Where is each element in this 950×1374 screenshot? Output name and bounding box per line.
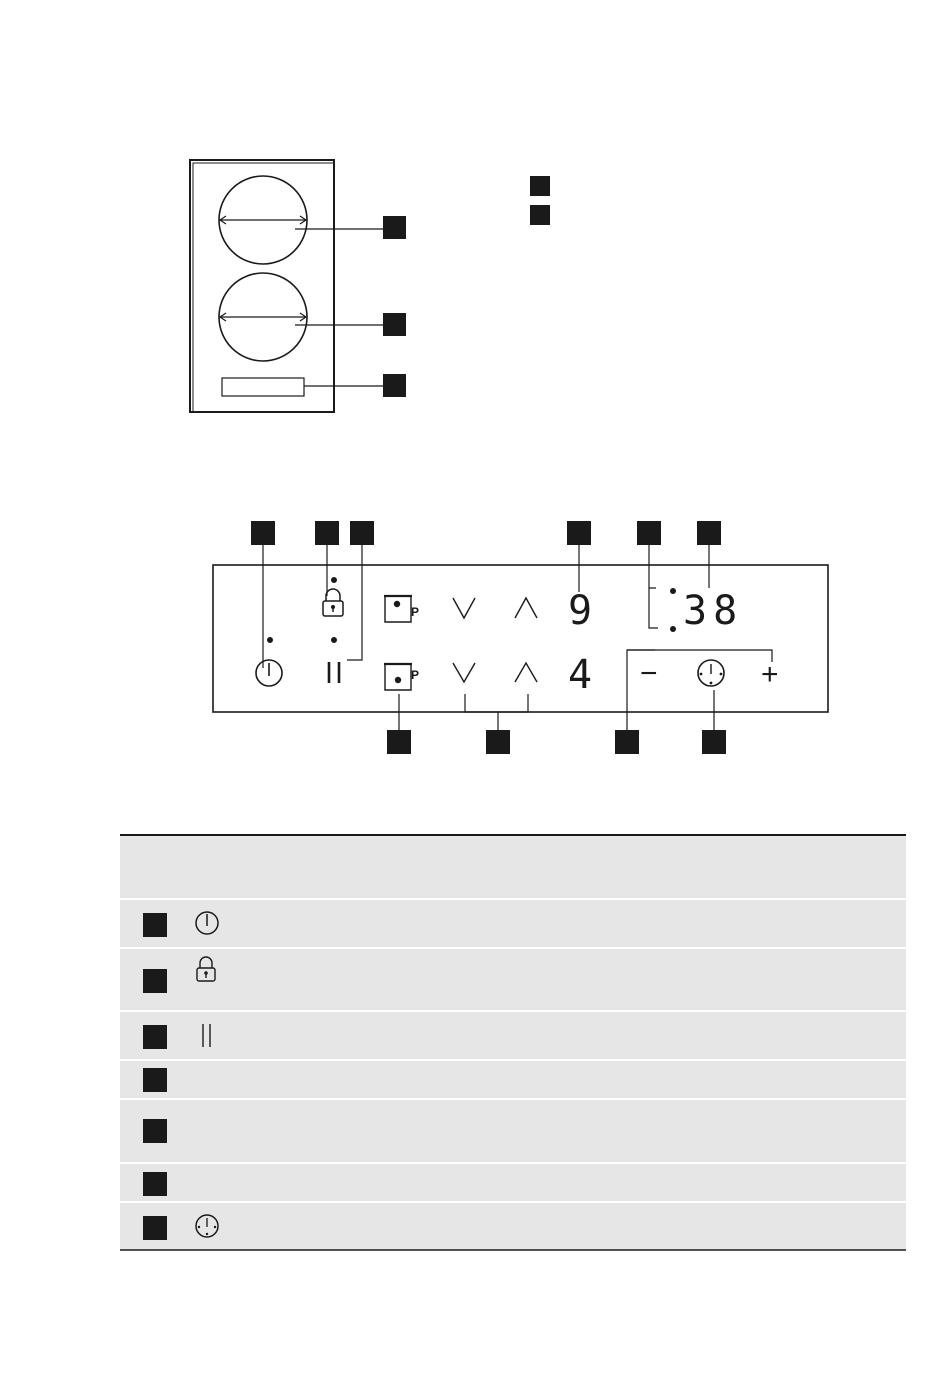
callout-marker xyxy=(383,216,406,239)
table-row xyxy=(120,1099,906,1163)
legend-marker xyxy=(530,205,550,225)
callout-marker xyxy=(383,313,406,336)
callout-marker xyxy=(143,1172,167,1196)
sensor-table xyxy=(120,835,906,1250)
callout-marker xyxy=(251,521,275,545)
lock-icon[interactable] xyxy=(323,577,343,616)
callout-marker xyxy=(637,521,661,545)
table-row xyxy=(120,899,906,948)
callout-marker xyxy=(350,521,374,545)
callout-marker xyxy=(143,1119,167,1143)
hob-outline-shadow xyxy=(193,163,334,412)
power-boost-label: P xyxy=(411,668,420,682)
callout-marker xyxy=(387,730,411,754)
table-row xyxy=(120,948,906,1011)
callout-marker xyxy=(702,730,726,754)
table-row xyxy=(120,1202,906,1250)
zone-indicator-dot xyxy=(670,588,676,594)
hob-layout xyxy=(190,160,550,412)
power-boost-label: P xyxy=(411,605,420,619)
legend-marker xyxy=(530,176,550,196)
callout-marker xyxy=(315,521,339,545)
callout-marker xyxy=(143,1025,167,1049)
table-row xyxy=(120,1163,906,1202)
callout-marker xyxy=(567,521,591,545)
cooking-zone-rear xyxy=(219,273,307,361)
pause-icon[interactable] xyxy=(329,637,339,683)
minus-button[interactable]: − xyxy=(640,657,658,690)
control-panel-strip xyxy=(222,378,304,396)
heat-setting-display-rear: 9 xyxy=(568,588,593,634)
control-panel xyxy=(213,521,828,754)
callout-marker xyxy=(615,730,639,754)
callout-marker xyxy=(697,521,721,545)
timer-icon[interactable] xyxy=(698,660,724,686)
callout-marker xyxy=(143,1216,167,1240)
timer-icon xyxy=(196,1215,218,1237)
chevron-up-icon[interactable] xyxy=(515,598,537,618)
callout-marker xyxy=(143,1068,167,1092)
table-row xyxy=(120,1011,906,1060)
callout-marker xyxy=(143,969,167,993)
chevron-down-icon[interactable] xyxy=(453,598,475,618)
power-boost-button-front[interactable] xyxy=(384,664,419,690)
callout-marker xyxy=(383,374,406,397)
hob-outline xyxy=(190,160,334,412)
chevron-up-icon[interactable] xyxy=(515,663,537,682)
zone-indicator-dot xyxy=(670,626,676,632)
callout-marker xyxy=(486,730,510,754)
table-header xyxy=(120,835,906,899)
table-row xyxy=(120,1060,906,1099)
chevron-down-icon[interactable] xyxy=(453,663,475,682)
heat-setting-display-front: 4 xyxy=(568,652,593,698)
power-boost-button-rear[interactable] xyxy=(384,596,419,622)
cooking-zone-front xyxy=(219,176,307,264)
timer-display: 38 xyxy=(683,588,744,634)
on-off-icon[interactable] xyxy=(256,637,282,686)
callout-marker xyxy=(143,913,167,937)
plus-button[interactable]: + xyxy=(761,658,779,691)
